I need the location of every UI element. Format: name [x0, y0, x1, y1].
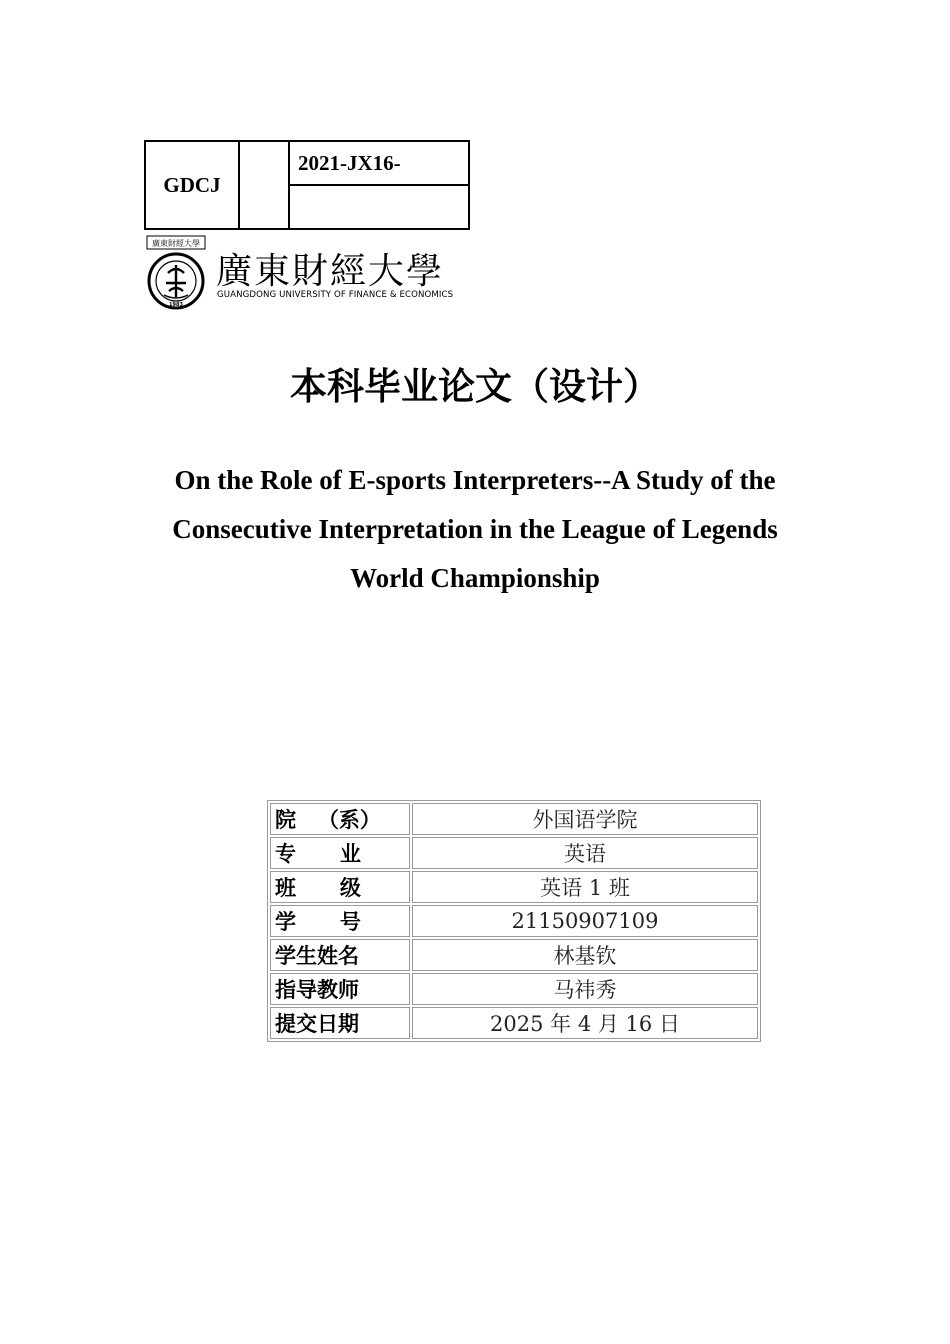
info-row	[270, 939, 758, 971]
info-value: 林基钦	[412, 939, 758, 971]
code-prefix: GDCJ	[145, 141, 239, 229]
title-line-1: On the Role of E-sports Interpreters--A Study of the	[174, 465, 776, 495]
info-value: 外国语学院	[412, 803, 758, 835]
code-blank-cell	[239, 141, 289, 229]
info-label: 班 级	[270, 871, 410, 903]
university-logo	[146, 235, 456, 315]
seal-year: 1983	[169, 302, 183, 308]
info-label: 专 业	[270, 837, 410, 869]
info-label: 院 （系）	[270, 803, 410, 835]
info-row	[270, 973, 758, 1005]
info-row	[270, 871, 758, 903]
university-name-en: GUANGDONG UNIVERSITY OF FINANCE & ECONOMICS	[217, 290, 454, 300]
title-line-2: Consecutive Interpretation in the League of Legends	[172, 514, 778, 544]
student-info-table	[267, 800, 761, 1042]
thesis-english-title	[130, 456, 820, 603]
document-code-box	[144, 140, 470, 228]
info-label: 指导教师	[270, 973, 410, 1005]
info-value: 2025 年 4 月 16 日	[412, 1007, 758, 1039]
info-row	[270, 837, 758, 869]
info-value: 21150907109	[412, 905, 758, 937]
code-number: 2021-JX16-	[289, 141, 469, 185]
info-row	[270, 803, 758, 835]
title-line-3: World Championship	[350, 563, 600, 593]
university-name-cn: 廣東財經大學	[216, 251, 445, 292]
info-label: 提交日期	[270, 1007, 410, 1039]
seal-text: 廣東財經大學	[152, 239, 200, 248]
info-row	[270, 1007, 758, 1039]
thesis-type-title: 本科毕业论文（设计）	[290, 365, 660, 408]
info-row	[270, 905, 758, 937]
code-number-blank	[289, 185, 469, 229]
info-label: 学 号	[270, 905, 410, 937]
info-value: 英语 1 班	[412, 871, 758, 903]
university-seal-icon	[146, 235, 206, 315]
info-value: 马祎秀	[412, 973, 758, 1005]
info-value: 英语	[412, 837, 758, 869]
info-label: 学生姓名	[270, 939, 410, 971]
